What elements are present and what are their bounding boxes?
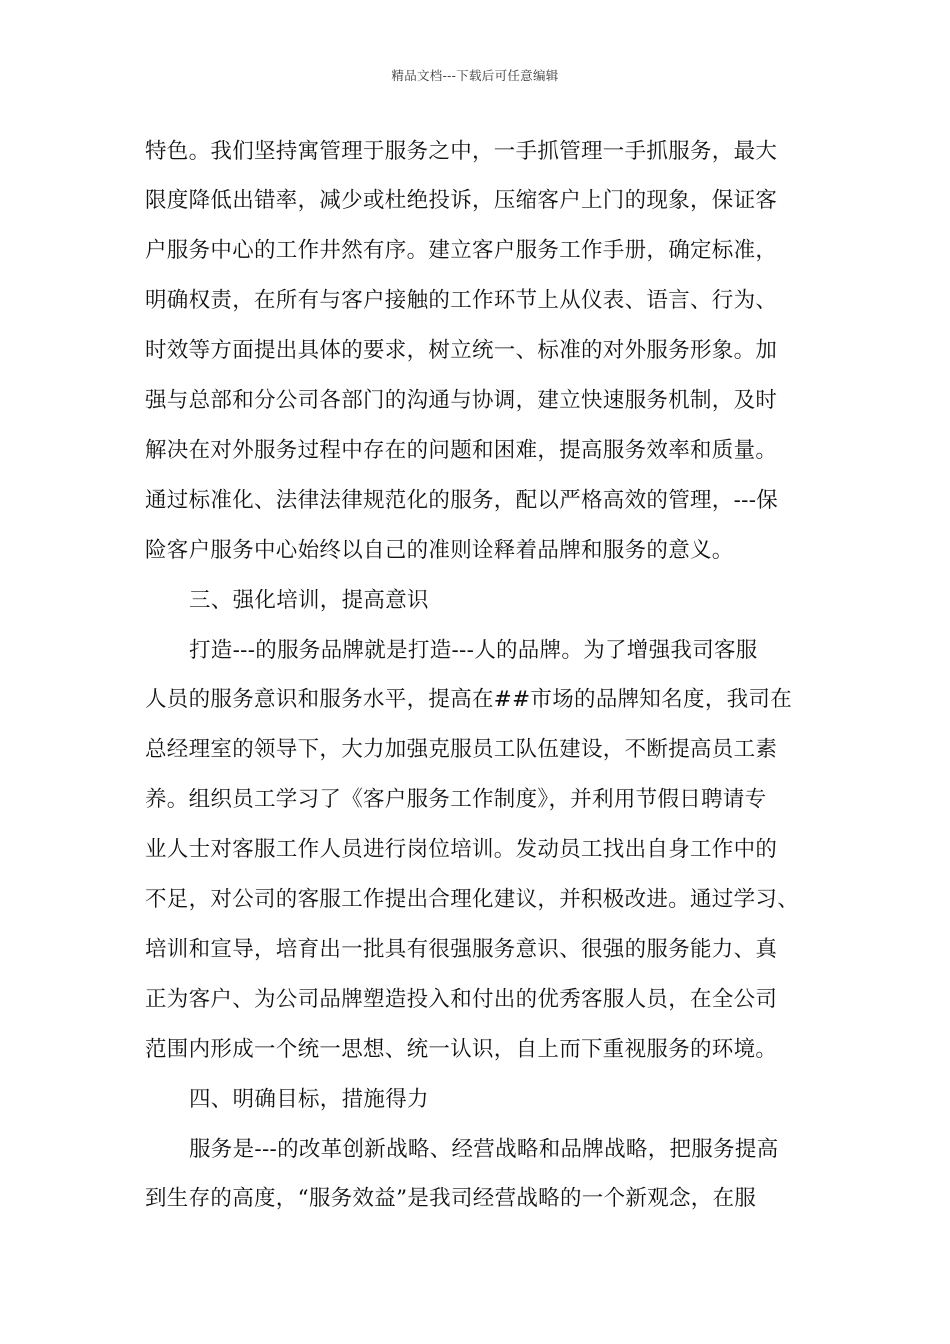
text-line: 培训和宣导，培育出一批具有很强服务意识、很强的服务能力、真 (145, 937, 778, 962)
text-line: 时效等方面提出具体的要求，树立统一、标准的对外服务形象。加 (145, 338, 778, 363)
text-line: 强与总部和分公司各部门的沟通与协调，建立快速服务机制，及时 (145, 388, 778, 413)
text-line: 到生存的高度，“服务效益”是我司经营战略的一个新观念，在服 (145, 1186, 757, 1211)
text-line: 总经理室的领导下，大力加强克服员工队伍建设，不断提高员工素 (145, 737, 778, 762)
section-heading: 三、强化培训，提高意识 (189, 588, 429, 613)
text-line: 特色。我们坚持寓管理于服务之中，一手抓管理一手抓服务，最大 (145, 139, 778, 164)
text-line: 不足，对公司的客服工作提出合理化建议，并积极改进。通过学习、 (145, 887, 800, 912)
text-line: 通过标准化、法律法律规范化的服务，配以严格高效的管理，---保 (145, 488, 779, 513)
text-line: 范围内形成一个统一思想、统一认识，自上而下重视服务的环境。 (145, 1037, 778, 1062)
text-line: 业人士对客服工作人员进行岗位培训。发动员工找出自身工作中的 (145, 837, 778, 862)
section-heading: 四、明确目标，措施得力 (189, 1087, 429, 1112)
text-line: 正为客户、为公司品牌塑造投入和付出的优秀客服人员，在全公司 (145, 987, 778, 1012)
text-line: 限度降低出错率，减少或杜绝投诉，压缩客户上门的现象，保证客 (145, 188, 778, 213)
text-line: 解决在对外服务过程中存在的问题和困难，提高服务效率和质量。 (145, 438, 778, 463)
text-line: 人员的服务意识和服务水平，提高在##市场的品牌知名度，我司在 (145, 687, 793, 712)
text-line: 险客户服务中心始终以自己的准则诠释着品牌和服务的意义。 (145, 538, 734, 563)
text-line: 服务是---的改革创新战略、经营战略和品牌战略，把服务提高 (189, 1137, 779, 1162)
text-line: 打造---的服务品牌就是打造---人的品牌。为了增强我司客服 (189, 638, 758, 663)
text-line: 明确权责，在所有与客户接触的工作环节上从仪表、语言、行为、 (145, 288, 778, 313)
text-line: 养。组织员工学习了《客户服务工作制度》，并利用节假日聘请专 (145, 787, 767, 812)
document-header: 精品文档---下载后可任意编辑 (391, 68, 559, 83)
text-line: 户服务中心的工作井然有序。建立客户服务工作手册，确定标准， (145, 238, 778, 263)
